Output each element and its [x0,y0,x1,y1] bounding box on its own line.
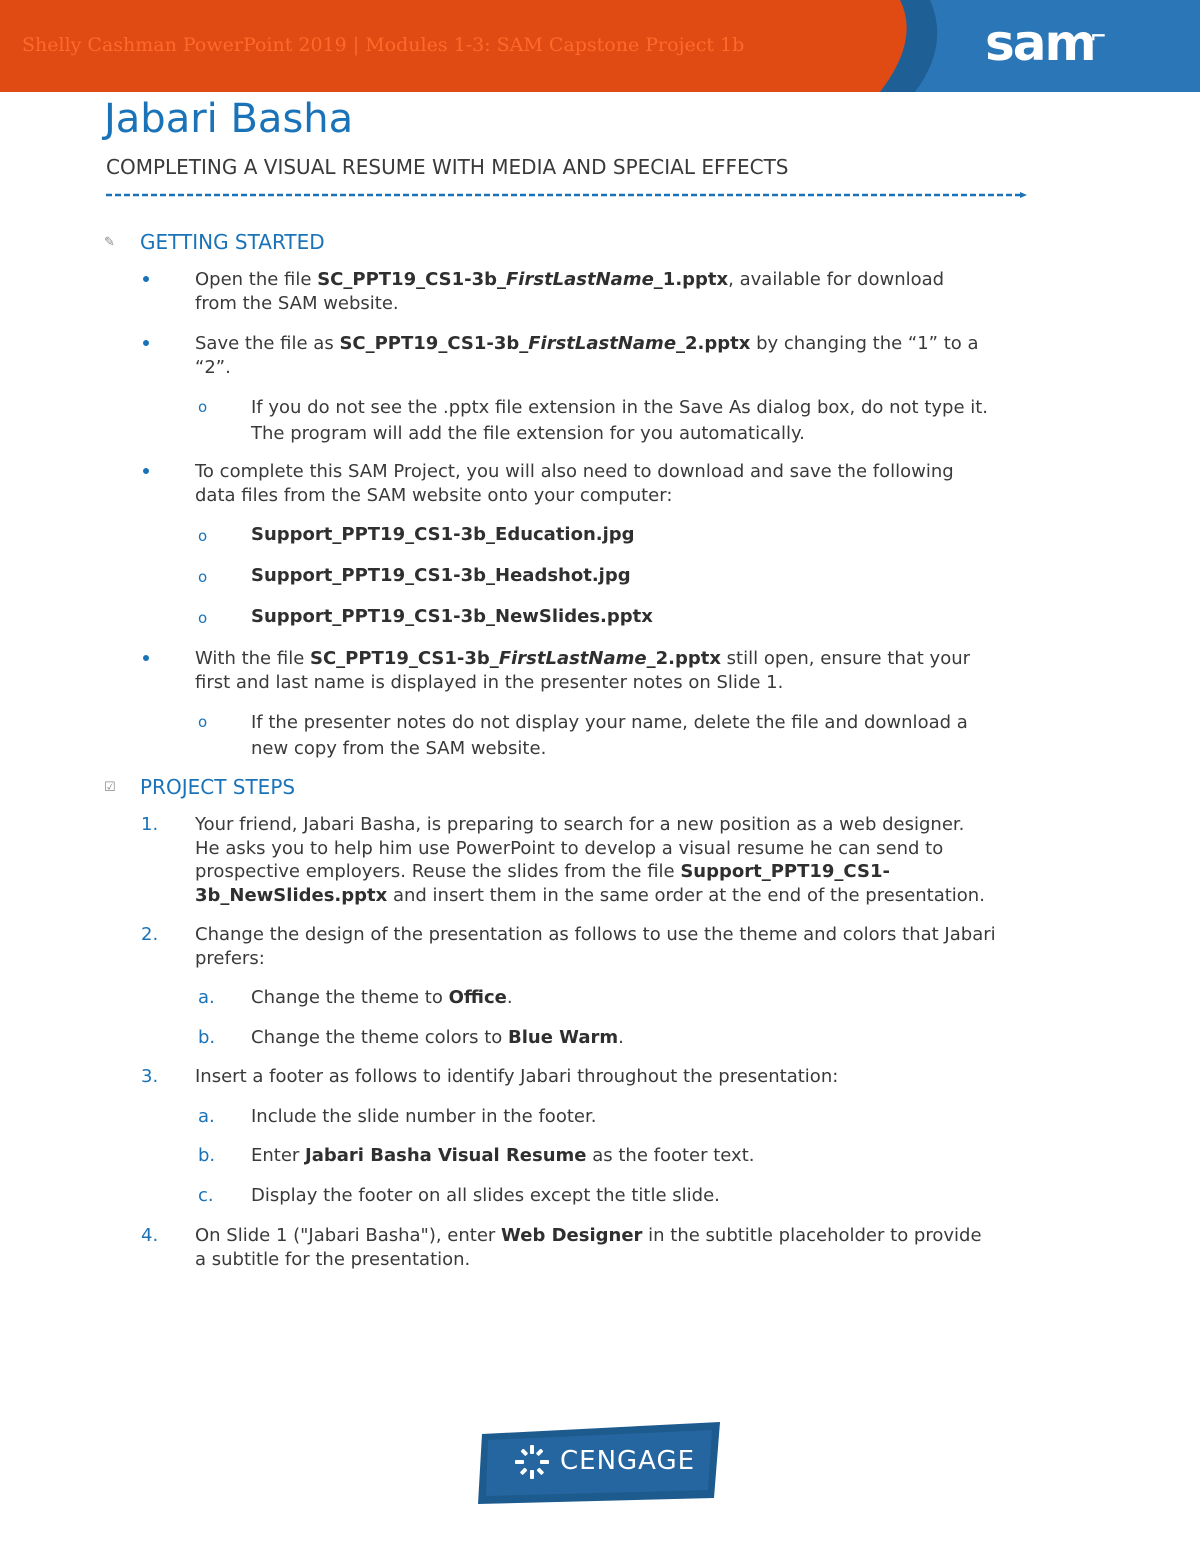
banner-title: Shelly Cashman PowerPoint 2019 | Modules 1-3: SAM Capstone Project 1b [22,34,745,56]
substep-item: Change the theme to Office. [251,987,513,1008]
section-heading: GETTING STARTED [140,230,325,254]
step-number: 2. [141,924,159,945]
bullet-marker [143,276,149,282]
list-item: If you do not see the .pptx file extension in the Save As dialog box, do not type it. The program will add the file extension for you automatically. [251,397,989,444]
list-item: Save the file as SC_PPT19_CS1-3b_FirstLastName_2.pptx by changing the “1” to a “2”. [195,333,979,378]
file-name: Support_PPT19_CS1-3b_Education.jpg [251,524,635,545]
step-number: 3. [141,1066,159,1087]
file-name: Support_PPT19_CS1-3b_Headshot.jpg [251,565,631,586]
step-item: Insert a footer as follows to identify Jabari throughout the presentation: [195,1066,839,1087]
sub-bullet-marker: o [198,568,208,586]
bullet-marker [143,340,149,346]
substep-letter: b. [198,1145,216,1166]
cengage-burst-icon [512,1442,552,1482]
list-item: To complete this SAM Project, you will also need to download and save the following data files from the SAM website onto your computer: [195,461,954,506]
substep-letter: a. [198,1106,215,1127]
section-project-steps [104,775,295,799]
list-item: Open the file SC_PPT19_CS1-3b_FirstLastName_1.pptx, available for download from the SAM website. [195,269,945,314]
substep-item: Change the theme colors to Blue Warm. [251,1027,624,1048]
list-item: If the presenter notes do not display your name, delete the file and download a new copy from the SAM website. [251,712,968,759]
bullet-marker [143,655,149,661]
step-number: 4. [141,1225,159,1246]
sam-logo: sam [985,14,1095,72]
file-name: Support_PPT19_CS1-3b_NewSlides.pptx [251,606,653,627]
section-getting-started [104,230,325,254]
sub-bullet-marker: o [198,398,208,416]
sub-bullet-marker: o [198,713,208,731]
section-heading: PROJECT STEPS [140,775,296,799]
document-name: Jabari Basha [104,96,354,142]
sub-bullet-marker: o [198,609,208,627]
substep-letter: c. [198,1185,214,1206]
substep-item: Include the slide number in the footer. [251,1106,597,1127]
sub-bullet-marker: o [198,527,208,545]
step-item: Change the design of the presentation as follows to use the theme and colors that Jabari prefers: [195,924,996,969]
checklist-icon: ☑ [104,779,116,795]
document-subtitle: COMPLETING A VISUAL RESUME WITH MEDIA AND SPECIAL EFFECTS [106,155,789,179]
step-item: On Slide 1 ("Jabari Basha"), enter Web Designer in the subtitle placeholder to provide a subtitle for the presentation. [195,1225,982,1270]
substep-item: Enter Jabari Basha Visual Resume as the footer text. [251,1145,755,1166]
dashed-divider [106,190,1031,202]
cengage-logo-text: CENGAGE [560,1446,696,1476]
paperclip-icon: ✎ [104,234,115,250]
step-item: Your friend, Jabari Basha, is preparing to search for a new position as a web designer. He asks you to help him use PowerPoint to develop a visual resume he can send to prospective employers. Reuse the slides from the file Support_PPT19_CS1- 3b_NewSlides.pptx and insert them in the same order at the end of the presentation. [195,814,985,906]
list-item: With the file SC_PPT19_CS1-3b_FirstLastName_2.pptx still open, ensure that your first and last name is displayed in the presenter notes on Slide 1. [195,648,971,693]
substep-item: Display the footer on all slides except the title slide. [251,1185,720,1206]
header-banner [0,0,1200,92]
sam-logo-superscript-icon: ⌐ [1090,24,1107,48]
step-number: 1. [141,814,159,835]
substep-letter: a. [198,987,215,1008]
substep-letter: b. [198,1027,216,1048]
bullet-marker [143,468,149,474]
